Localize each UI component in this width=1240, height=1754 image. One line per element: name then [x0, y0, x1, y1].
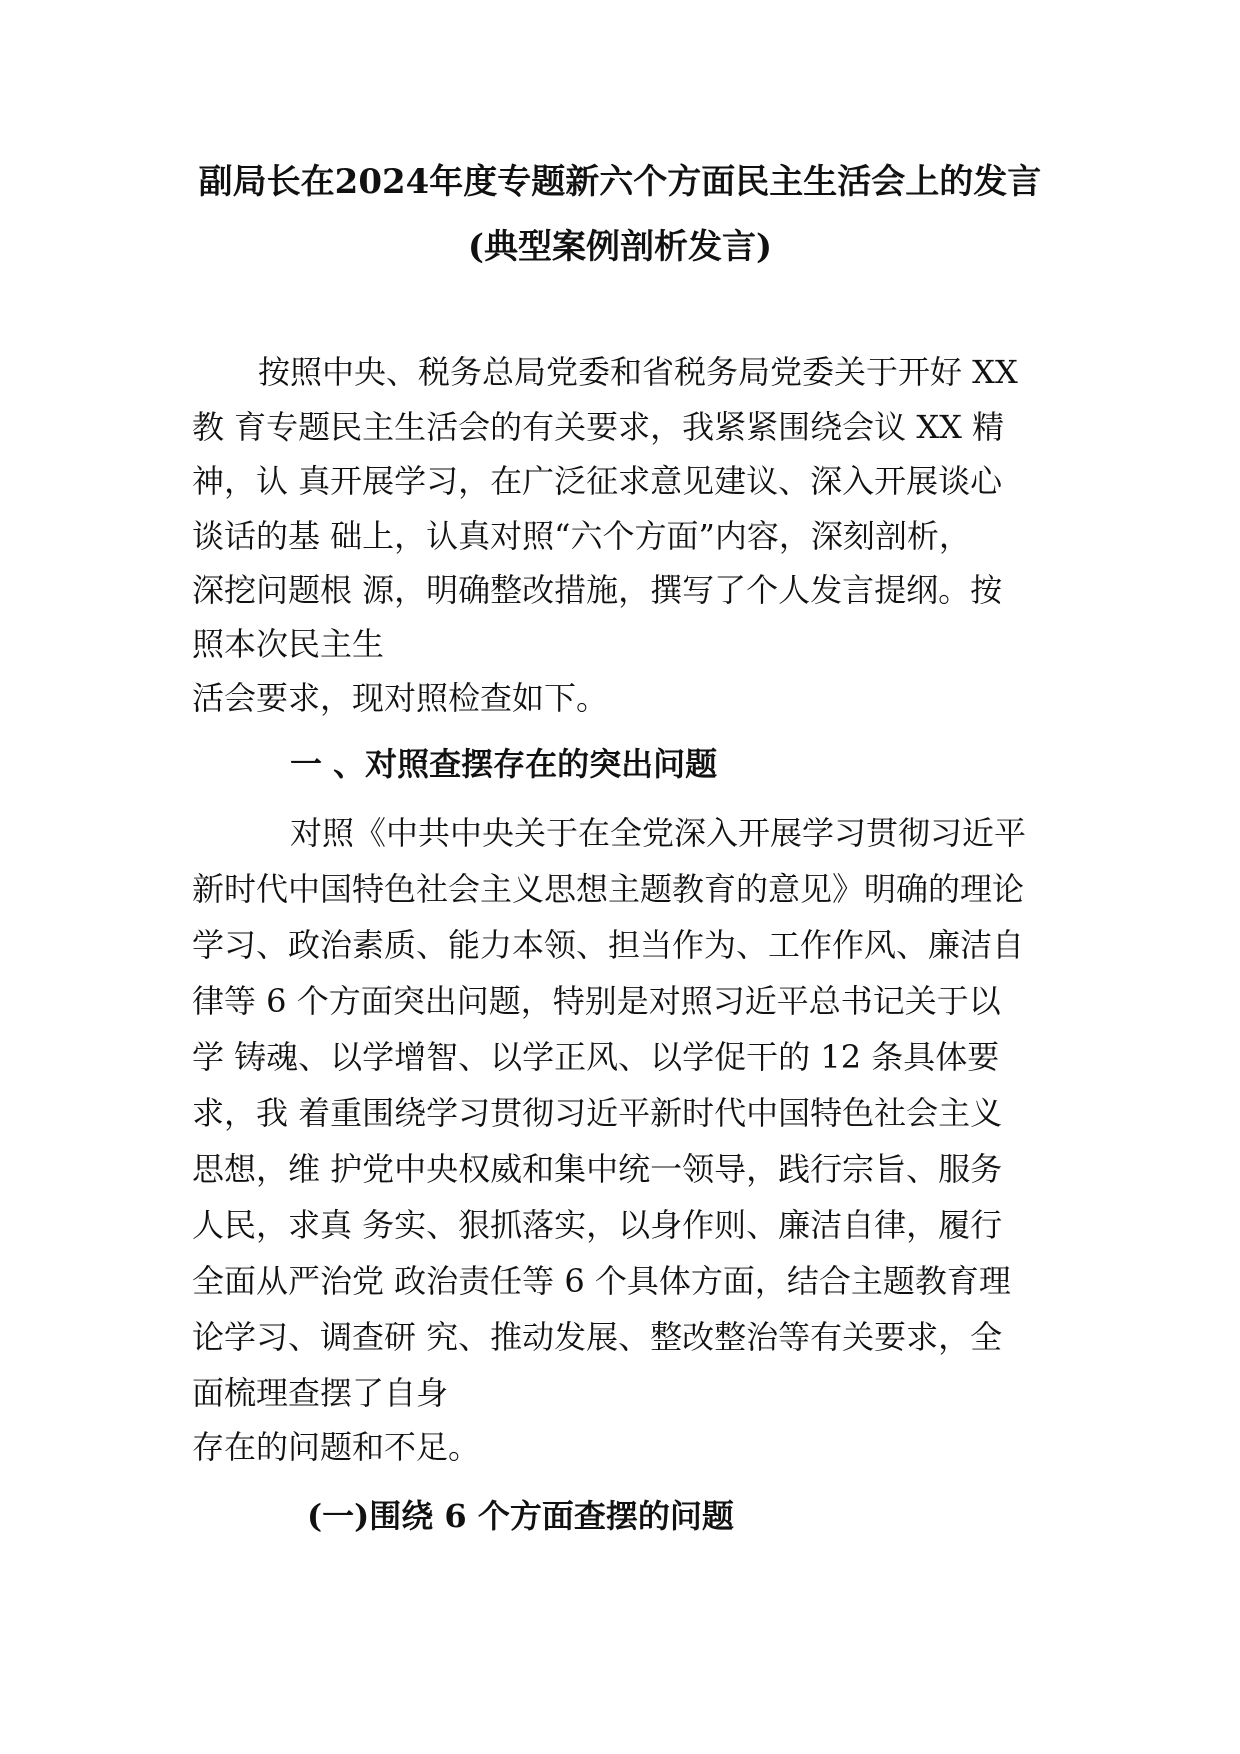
paragraph-2-line: 律等 6 个方面突出问题，特别是对照习近平总书记关于以 [192, 982, 1001, 1020]
section-heading-1: 一 、对照查摆存在的突出问题 [290, 745, 718, 783]
paragraph-1-line: 教 育专题民主生活会的有关要求，我紧紧围绕会议 XX 精 [192, 408, 1005, 446]
paragraph-1-line: 活会要求，现对照检查如下。 [192, 679, 609, 717]
paragraph-1-line: 谈话的基 础上，认真对照“六个方面”内容，深刻剖析， [192, 517, 971, 555]
paragraph-1-line: 神，认 真开展学习，在广泛征求意见建议、深入开展谈心 [192, 462, 1003, 500]
paragraph-2-line: 对照《中共中央关于在全党深入开展学习贯彻习近平 [290, 814, 1027, 852]
paragraph-2-line: 面梳理查摆了自身 [192, 1374, 449, 1412]
paragraph-2-line: 思想，维 护党中央权威和集中统一领导，践行宗旨、服务 [192, 1150, 1003, 1188]
paragraph-2-line: 学习、政治素质、能力本领、担当作为、工作作风、廉洁自 [192, 926, 1025, 964]
paragraph-2-line: 人民，求真 务实、狠抓落实，以身作则、廉洁自律，履行 [192, 1206, 1003, 1244]
subsection-heading-1: (一)围绕 6 个方面查摆的问题 [307, 1497, 734, 1535]
paragraph-2-line: 存在的问题和不足。 [192, 1428, 481, 1466]
document-title: 副局长在2024年度专题新六个方面民主生活会上的发言 [198, 162, 1042, 202]
paragraph-1-line: 按照中央、税务总局党委和省税务局党委关于开好 XX [258, 353, 1018, 391]
paragraph-2-line: 全面从严治党 政治责任等 6 个具体方面，结合主题教育理 [192, 1262, 1011, 1300]
paragraph-2-line: 新时代中国特色社会主义思想主题教育的意见》明确的理论 [192, 870, 1025, 908]
paragraph-1-line: 照本次民主生 [192, 625, 385, 663]
paragraph-1-line: 深挖问题根 源，明确整改措施，撰写了个人发言提纲。按 [192, 571, 1003, 609]
paragraph-2-line: 求，我 着重围绕学习贯彻习近平新时代中国特色社会主义 [192, 1094, 1003, 1132]
paragraph-2-line: 论学习、调查研 究、推动发展、整改整治等有关要求，全 [192, 1318, 1003, 1356]
document-subtitle: (典型案例剖析发言) [467, 227, 773, 267]
paragraph-2-line: 学 铸魂、以学增智、以学正风、以学促干的 12 条具体要 [192, 1038, 1000, 1076]
